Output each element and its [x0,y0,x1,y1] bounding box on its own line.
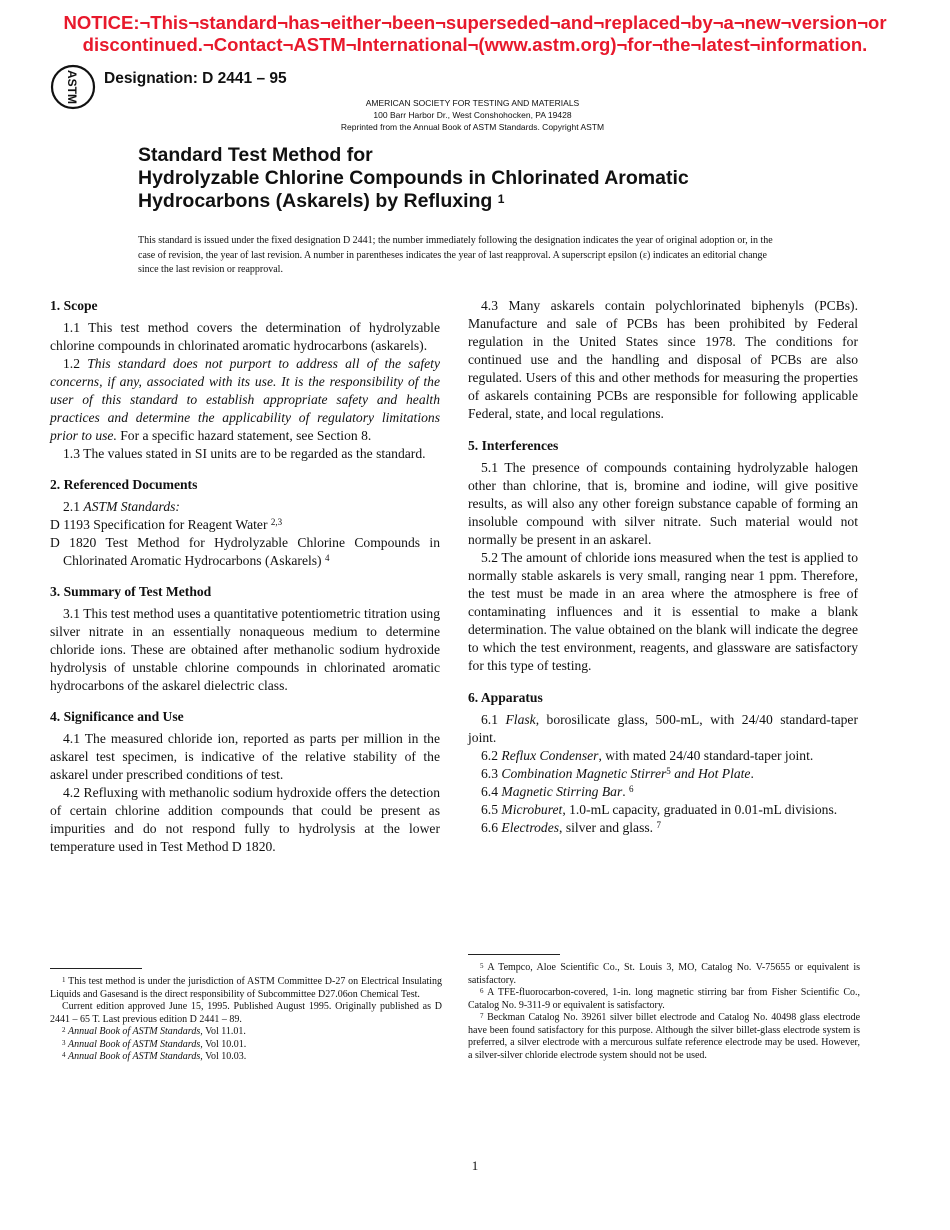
astm-logo [50,64,96,110]
reprint-notice: Reprinted from the Annual Book of ASTM Standards. Copyright ASTM [340,122,605,132]
supersession-notice [0,12,950,56]
reference-d1193-mark: 2,3 [270,517,283,527]
footnote-5 [468,962,860,987]
para-6-3-italic-b: and Hot Plate [674,766,751,781]
para-6-4-mark: 6 [629,784,634,794]
section-2-heading: 2. Referenced Documents [50,477,198,492]
footnote-7 [468,1012,860,1062]
footnote-4-mark: 4 [62,1051,66,1059]
para-1-2-num: 1.2 [63,356,80,371]
title-footnote-mark: 1 [497,192,505,206]
footnote-1b: Current edition approved June 15, 1995. Published August 1995. Originally published as D 2441 – 65 T. Last previous edition D 2441 – 89. [50,1001,442,1025]
para-1-3: 1.3 The values stated in SI units are to be regarded as the standard. [63,446,426,461]
footnote-5-text: A Tempco, Aloe Scientific Co., St. Louis 3, MO, Catalog No. V-75655 or equivalent is satisfactory. [468,962,860,986]
para-6-1 [468,711,858,747]
para-6-3-mark: 5 [666,766,671,776]
designation: Designation: D 2441 – 95 [104,70,287,87]
para-6-6-rest: , silver and glass. [559,820,654,835]
title-line-3 [138,190,838,213]
society-address: 100 Barr Harbor Dr., West Conshohocken, PA 19428 [373,110,572,120]
document-title [138,144,838,213]
para-3-1: 3.1 This test method uses a quantitative potentiometric titration using silver nitrate in an essentially nonaqueous medium to determine chloride ions. These are obtained after methanolic sodium hydroxide hydrolysis of unstable chlorine compounds in chlorinated aromatic hydrocarbons of the askarel dielectric class. [50,606,440,693]
para-6-5-italic: Microburet [501,802,563,817]
para-6-4-num: 6.4 [481,784,498,799]
para-1-2 [50,355,440,445]
para-6-3-num: 6.3 [481,766,498,781]
para-6-6-num: 6.6 [481,820,498,835]
para-2-1-italic: ASTM Standards: [83,499,180,514]
footnote-5-mark: 5 [480,962,484,970]
para-6-1-italic: Flask [505,712,536,727]
para-6-4-rest: . [622,784,626,799]
para-4-3: 4.3 Many askarels contain polychlorinated biphenyls (PCBs). Manufacture and sale of PCBs has been prohibited by Federal regulation in the United States since 1978. The conditions for continued use and the handling and disposal of PCBs are also regulated. Users of this and other methods for measuring the properties of askarels containing PCBs are responsible for following applicable Federal, state, and local regulations. [468,298,858,421]
title-line-3-text: Hydrocarbons (Askarels) by Refluxing [138,190,493,212]
notice-line-2: discontinued.¬Contact¬ASTM¬International¬(www.astm.org)¬for¬the¬latest¬information. [82,34,868,55]
left-column [50,297,440,856]
footnote-4-rest: Vol 10.03. [205,1051,247,1062]
footnote-7-mark: 7 [480,1012,484,1020]
title-line-1: Standard Test Method for [138,144,373,166]
section-5-heading: 5. Interferences [468,438,559,453]
para-6-6-italic: Electrodes [501,820,560,835]
footnote-1 [50,976,442,1001]
para-6-3 [468,765,858,783]
reference-d1193-text: D 1193 Specification for Reagent Water [50,517,268,532]
issued-statement: This standard is issued under the fixed designation D 2441; the number immediately following the designation indicates the year of original adoption or, in the case of revision, the year of last revision. A number in parentheses indicates the year of last reapproval. A superscript epsilon (ε) indicates an editorial change since the last revision or reapproval. [138,235,773,275]
para-4-1: 4.1 The measured chloride ion, reported as parts per million in the askarel test specimen, is indicative of the relative stability of the askarel under prescribed conditions of test. [50,731,440,782]
society-info [300,97,645,133]
para-6-5-num: 6.5 [481,802,498,817]
para-4-2: 4.2 Refluxing with methanolic sodium hydroxide offers the detection of certain chlorine addition compounds that could be present as impurities and do not respond fully to hydrolysis at the lower temperature used in Test Method D 1820. [50,785,440,854]
footnote-2-rest: Vol 11.01. [205,1026,246,1037]
footnote-4 [50,1051,442,1064]
footnote-6-text: A TFE-fluorocarbon-covered, 1-in. long magnetic stirring bar from Fisher Scientific Co., Catalog No. 9-311-9 or equivalent is satisfactory. [468,987,860,1011]
para-2-1 [50,498,440,516]
para-1-2-italic: This standard does not purport to address all of the safety concerns, if any, associated with its use. It is the responsibility of the user of this standard to establish appropriate safety and health practices and determine the applicability of regulatory limitations prior to use. [50,356,440,443]
para-6-4 [468,783,858,801]
footnote-6-mark: 6 [480,987,484,995]
para-6-5 [468,801,858,819]
footnote-rule-right [468,954,560,955]
right-column [468,297,858,837]
footnotes-left [50,976,442,1064]
society-name: AMERICAN SOCIETY FOR TESTING AND MATERIALS [365,98,580,108]
para-1-2-rest: For a specific hazard statement, see Section 8. [120,428,372,443]
para-6-2-num: 6.2 [481,748,498,763]
footnote-7-text: Beckman Catalog No. 39261 silver billet electrode and Catalog No. 40498 glass electrode have been found satisfactory for this purpose. Although the silver billet-glass electrode system is preferred, a silver electrode with a mercurous sulfate reference electrode may be used. However, a silver-silver chloride electrode system should not be used. [468,1012,861,1061]
para-1-1: 1.1 This test method covers the determination of hydrolyzable chlorine compounds in chlorinated aromatic hydrocarbons (askarels). [50,320,440,353]
para-5-1: 5.1 The presence of compounds containing hydrolyzable halogen other than chlorine, that is, bromine and iodine, will give positive results, as will also any other foreign substance capable of forming an insoluble compound with silver nitrate. Such material would not normally be present in an askarel. [468,460,858,547]
footnote-4-italic: Annual Book of ASTM Standards, [68,1051,203,1062]
para-6-3-rest: . [750,766,754,781]
page-number: 1 [471,1158,479,1173]
reference-d1820 [50,534,440,570]
footnote-3-rest: Vol 10.01. [205,1038,247,1050]
footnote-1-mark: 1 [62,976,66,984]
para-6-2-rest: , with mated 24/40 standard-taper joint. [598,748,814,763]
para-6-4-italic: Magnetic Stirring Bar [501,784,623,799]
footnote-2-mark: 2 [62,1026,66,1034]
section-4-heading: 4. Significance and Use [50,709,184,724]
title-line-2: Hydrolyzable Chlorine Compounds in Chlorinated Aromatic [138,167,689,189]
notice-line-1: NOTICE:¬This¬standard¬has¬either¬been¬superseded¬and¬replaced¬by¬a¬new¬version¬or [63,12,887,33]
para-6-6-mark: 7 [656,820,661,830]
reference-d1193 [50,516,440,534]
section-3-heading: 3. Summary of Test Method [50,584,212,599]
para-6-3-italic-a: Combination Magnetic Stirrer [501,766,667,781]
footnote-rule-left [50,968,142,969]
footnote-2-italic: Annual Book of ASTM Standards, [68,1026,203,1037]
astm-logo-text: ASTM [65,70,79,104]
para-2-1-num: 2.1 [63,499,80,514]
reference-d1820-text: D 1820 Test Method for Hydrolyzable Chlorine Compounds in Chlorinated Aromatic Hydrocarbons (Askarels) [50,535,440,568]
footnote-3-italic: Annual Book of ASTM Standards, [68,1038,203,1050]
section-6-heading: 6. Apparatus [468,690,543,705]
para-6-5-rest: , 1.0-mL capacity, graduated in 0.01-mL divisions. [562,802,838,817]
para-6-1-num: 6.1 [481,712,498,727]
section-1-heading: 1. Scope [50,298,98,313]
reference-d1820-mark: 4 [325,553,330,563]
astm-logo-icon [50,64,96,110]
footnote-1-text: This test method is under the jurisdiction of ASTM Committee D-27 on Electrical Insulating Liquids and Gasesand is the direct responsibility of Subcommittee D27.06on Chemical Test. [50,976,442,1000]
para-5-2: 5.2 The amount of chloride ions measured when the test is applied to normally stable askarels is very small, ranging near 1 ppm. Therefore, the test must be made in an area where the atmosphere is free of contaminating influences and it is essential to make a blank determination. The value obtained on the blank will indicate the degree to which the test environment, reagents, and glassware are satisfactory for this type of testing. [468,550,858,673]
footnotes-right [468,962,860,1062]
footnote-3 [50,1039,442,1052]
para-6-2-italic: Reflux Condenser [501,748,599,763]
para-6-6 [468,819,858,837]
footnote-6 [468,987,860,1012]
footnote-2 [50,1026,442,1039]
footnote-3-mark: 3 [62,1038,66,1047]
para-6-1-rest: , borosilicate glass, 500-mL, with 24/40 standard-taper joint. [468,712,858,745]
para-6-2 [468,747,858,765]
